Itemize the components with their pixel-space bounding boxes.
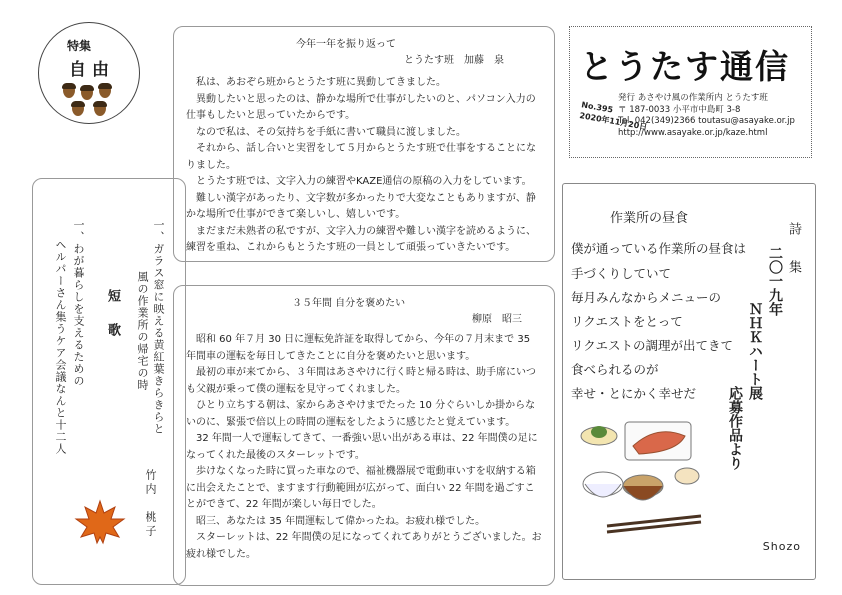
article-paragraph: ひとり立ちする朝は、家からあさやけまでたった 10 分ぐらいしか掛からないのに、緊張で倍以上の時間の運転をしたように感じたと覚えています。 — [186, 400, 536, 428]
poem-line: 手づくりしていて — [571, 266, 672, 281]
article-paragraph: 私は、あおぞら班からとうたす班に異動してきました。 — [196, 77, 446, 88]
poem-author: Shozo — [762, 540, 801, 553]
tanka-section-label: 短 歌 — [105, 289, 120, 340]
poem-event-year: 二〇一九年 — [767, 246, 783, 316]
publisher: 発行 あさやけ風の作業所内 とうたす班 — [618, 93, 768, 103]
article-paragraph: 最初の車が来てから、３年間はあさやけに行く時と帰る時は、助手席にいつも父親が乗って僕の運転を見守ってくれました。 — [186, 367, 536, 395]
article-paragraph: 異動したいと思ったのは、静かな場所で仕事がしたいのと、パソコン入力の仕事もしたいと思っていたからです。 — [186, 93, 536, 121]
acorn-icon — [63, 85, 75, 98]
special-feature-title: 自由 — [69, 60, 115, 80]
tanka-poem-2-line-2: ヘルパーさん集うケア会議なんと十二人 — [54, 239, 67, 455]
poem-line: リクエストをとって — [571, 314, 683, 329]
poem-category: 詩 集 — [786, 222, 801, 279]
article-paragraph: とうたす班では、文字入力の練習やKAZE通信の原稿の入力をしています。 — [196, 176, 532, 187]
poem-event-source: 応募作品より — [727, 386, 743, 470]
acorn-icon — [94, 103, 106, 116]
article-author: 柳原 昭三 — [472, 314, 522, 325]
acorn-icon — [81, 87, 93, 100]
issue-number: No.395 — [580, 100, 614, 115]
tanka-poem-1-line-1: 一、ガラス窓に映える黄紅葉きらきらと — [152, 219, 165, 435]
newsletter-title: とうたす通信 — [580, 47, 790, 86]
article-paragraph: 難しい漢字があったり、文字数が多かったりで大変なこともありますが、静かな場所で仕事ができて楽しいし、嬉しいです。 — [186, 192, 536, 220]
article-paragraph: 歩けなくなった時に買った車なので、福祉機器展で電動車いすを収納する箱に出会えたことで、ますます行動範囲が広がって、面白い 22 年間を過ごすことができて、22 年間が楽しい毎日でした。 — [186, 466, 536, 510]
issue-date: 2020年11月20日 — [578, 111, 648, 132]
article-paragraph: まだまだ未熟者の私ですが、文字入力の練習や難しい漢字を読めるように、練習を重ね、これからもとうたす班の一員として頑張っていきたいです。 — [186, 225, 536, 253]
lunch-illustration — [577, 416, 707, 536]
poem-event-name: ＮＨＫハート展 — [747, 302, 763, 400]
tanka-section — [32, 178, 186, 585]
article-paragraph: スターレットは、22 年間僕の足になってくれてありがとうございました。お疲れ様でした。 — [186, 532, 542, 560]
article-paragraph: 32 年間一人で運転してきて、一番強い思い出がある車は、22 年間僕の足になってくれた最後のスターレットです。 — [186, 433, 538, 461]
tanka-poem-2-line-1: 一、わが暮らしを支えるための — [72, 219, 85, 387]
article-body — [186, 332, 542, 563]
poem-line: 毎月みんなからメニューの — [571, 290, 722, 305]
newsletter-masthead — [569, 26, 812, 158]
poem-line: 幸せ・とにかく幸せだ — [571, 386, 697, 401]
poem-section — [562, 183, 816, 580]
article-paragraph: なので私は、その気持ちを手紙に書いて職員に渡しました。 — [196, 126, 466, 138]
postal-address: 〒 187-0033 小平市中島町 3-8 — [618, 104, 741, 115]
article-reflection — [173, 26, 555, 262]
article-title: ３５年間 自分を褒めたい — [292, 298, 406, 309]
poem-line: リクエストの調理が出てきて — [571, 338, 734, 353]
article-body — [186, 75, 542, 257]
article-title: 今年一年を振り返って — [296, 39, 396, 50]
acorn-icon — [72, 103, 84, 116]
tanka-author: 竹内 桃子 — [144, 469, 157, 539]
tanka-poem-1-line-2: 風の作業所の帰宅の時 — [136, 271, 149, 391]
poem-title: 作業所の昼食 — [610, 211, 689, 226]
article-paragraph: 昭和 60 年７月 30 日に運転免許証を取得してから、今年の７月末まで 35 年間車の運転を毎日してきたことに自分を褒めたいと思います。 — [186, 334, 531, 362]
contact-phone: Tel. 042(349)2366 toutasu@asayake.or.jp — [618, 116, 795, 126]
article-35-years — [173, 285, 555, 586]
special-feature-label: 特集 — [67, 39, 92, 53]
special-feature-badge — [38, 22, 140, 124]
website-url: http://www.asayake.or.jp/kaze.html — [618, 127, 768, 138]
poem-line: 食べられるのが — [571, 362, 659, 377]
article-author: とうたす班 加藤 泉 — [404, 55, 504, 66]
acorn-icon — [99, 85, 111, 98]
article-paragraph: それから、話し合いと実習をして５月からとうたす班で仕事をすることになりました。 — [186, 143, 536, 171]
article-paragraph: 昭三、あなたは 35 年間運転して偉かったね。お疲れ様でした。 — [196, 515, 486, 527]
poem-line: 僕が通っている作業所の昼食は — [571, 241, 747, 256]
maple-leaf-icon — [73, 497, 128, 547]
